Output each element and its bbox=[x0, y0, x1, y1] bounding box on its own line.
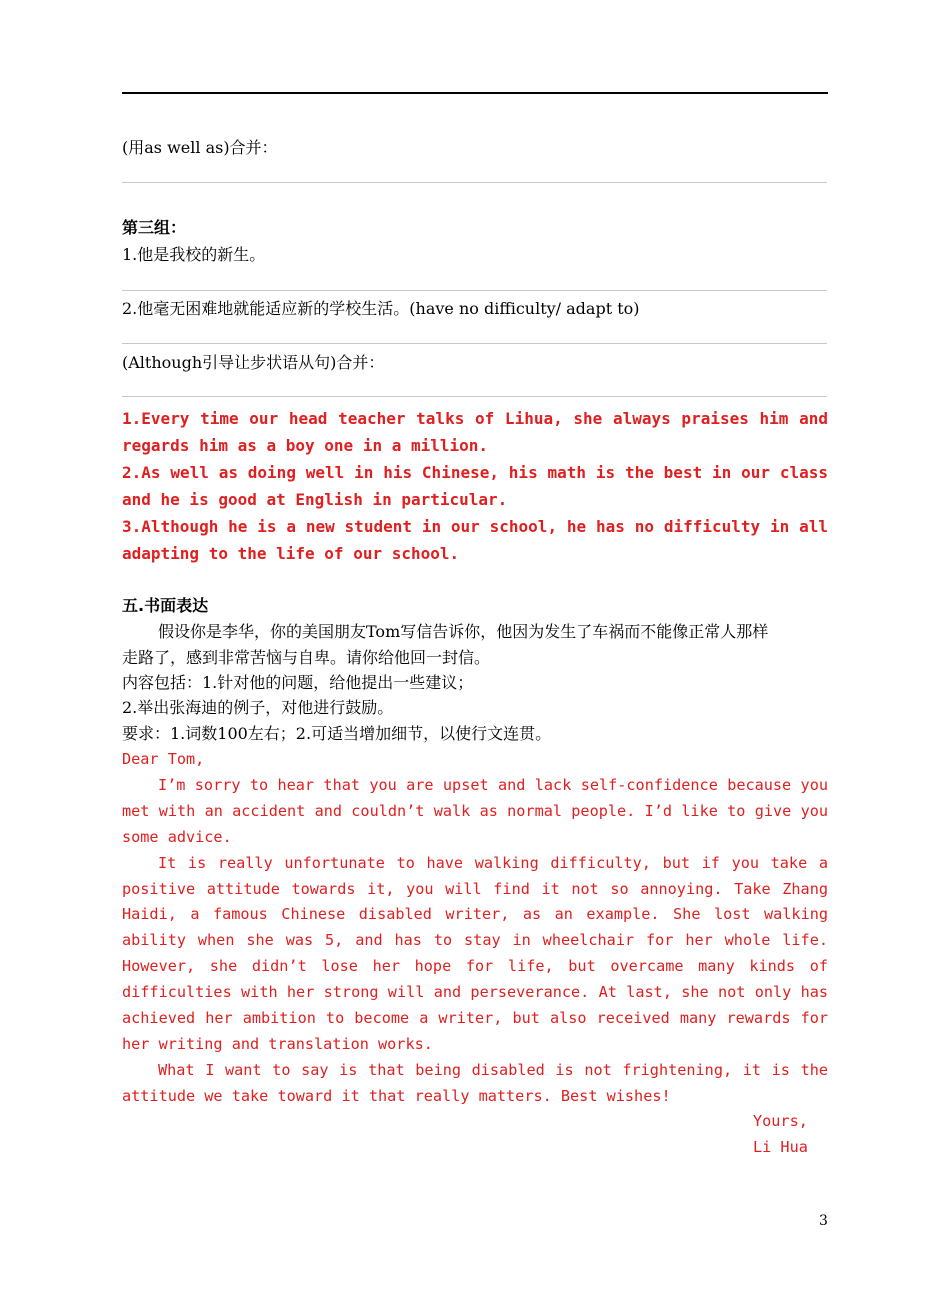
page-number: 3 bbox=[819, 1213, 828, 1229]
writing-section-title: 五.书面表达 bbox=[122, 596, 209, 615]
letter-signature: Li Hua bbox=[753, 1138, 808, 1156]
writing-content-line-1: 内容包括：1.针对他的问题，给他提出一些建议； bbox=[122, 673, 474, 692]
letter-paragraph: It is really unfortunate to have walking difficulty, but if you take a positive attitude towards it, you will find it not so annoying. Take Zhang Haidi, a famous Chinese disabled writer, as an example. She lost walking ability when she was 5, and has to stay in wheelchair for her whole life. However, she didn’t lose her hope for life, but overcame many kinds of difficulties with her strong will and perseverance. At last, she not only has achieved her ambition to become a writer, but also received many rewards for her writing and translation works. bbox=[122, 853, 828, 1053]
answer-2: 2.As well as doing well in his Chinese, his math is the best in our class and he is good at English in particular. bbox=[122, 463, 828, 509]
answer-key bbox=[122, 405, 828, 567]
letter-greeting: Dear Tom, bbox=[122, 750, 205, 768]
writing-content-line-2: 2.举出张海迪的例子，对他进行鼓励。 bbox=[122, 698, 394, 717]
writing-prompt-line-1: 假设你是李华，你的美国朋友Tom写信告诉你，他因为发生了车祸而不能像正常人那样 bbox=[158, 622, 769, 641]
answer-3: 3.Although he is a new student in our school, he has no difficulty in all adapting to the life of our school. bbox=[122, 517, 828, 563]
letter-closing: Yours, bbox=[753, 1112, 808, 1130]
merge-instruction-although: (Although引导让步状语从句)合并： bbox=[122, 353, 385, 372]
answer-blank-line[interactable] bbox=[122, 182, 827, 183]
top-divider bbox=[122, 92, 828, 94]
writing-requirements: 要求：1.词数100左右；2.可适当增加细节，以使行文连贯。 bbox=[122, 724, 552, 743]
letter-paragraph: What I want to say is that being disabled is not frightening, it is the attitude we take toward it that really matters. Best wishes! bbox=[122, 1060, 828, 1105]
letter-paragraph: I’m sorry to hear that you are upset and lack self-confidence because you met with an accident and couldn’t walk as normal people. I’d like to give you some advice. bbox=[122, 775, 828, 846]
sample-letter bbox=[122, 747, 828, 1110]
group3-sentence-2: 2.他毫无困难地就能适应新的学校生活。(have no difficulty/ adapt to) bbox=[122, 299, 640, 318]
group3-heading: 第三组： bbox=[122, 218, 187, 237]
writing-prompt-line-2: 走路了，感到非常苦恼与自卑。请你给他回一封信。 bbox=[122, 648, 491, 667]
answer-1: 1.Every time our head teacher talks of Lihua, she always praises him and regards him as a boy one in a million. bbox=[122, 409, 828, 455]
merge-instruction-as-well-as: (用as well as)合并： bbox=[122, 138, 278, 157]
answer-blank-line[interactable] bbox=[122, 396, 827, 397]
group3-sentence-1: 1.他是我校的新生。 bbox=[122, 245, 266, 264]
answer-blank-line[interactable] bbox=[122, 343, 827, 344]
answer-blank-line[interactable] bbox=[122, 290, 827, 291]
